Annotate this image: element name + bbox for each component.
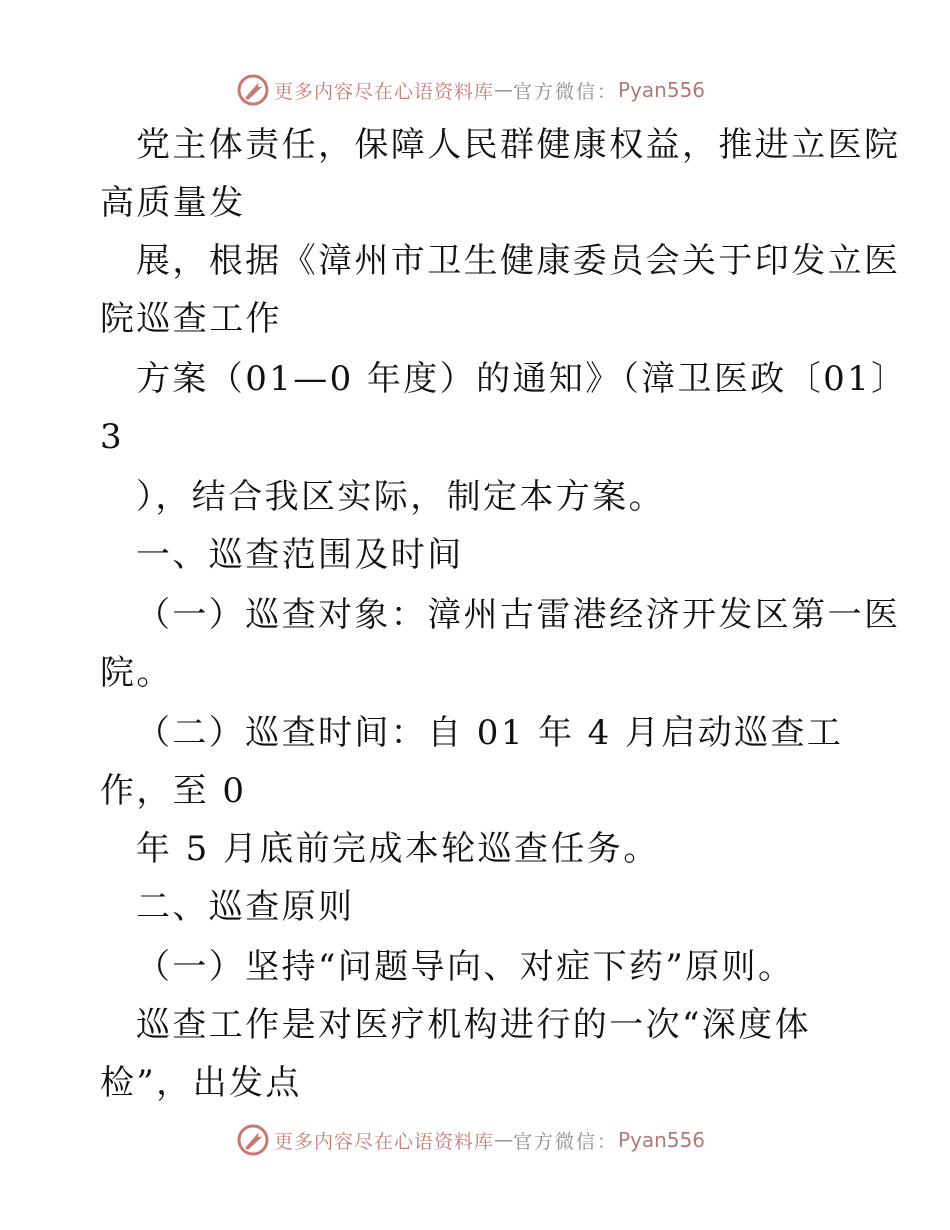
body-line: 检”，出发点 <box>100 1063 302 1103</box>
body-line: （一）坚持“问题导向、对症下药”原则。 <box>136 947 795 987</box>
watermark-wechat-label: 官方微信： <box>513 1130 619 1153</box>
body-line: （二）巡查时间：自 01 年 4 月启动巡查工 <box>136 713 844 753</box>
body-line: 院。 <box>100 653 173 693</box>
body-line: 展，根据《漳州市卫生健康委员会关于印发立医 <box>136 241 901 281</box>
watermark-site-name: 更多内容尽在心语资料库 <box>274 1130 495 1153</box>
watermark-separator: — <box>494 1129 514 1151</box>
body-line: ），结合我区实际，制定本方案。 <box>136 477 665 517</box>
section-heading: 一、巡查范围及时间 <box>136 535 464 575</box>
body-line: 巡查工作是对医疗机构进行的一次“深度体 <box>136 1005 811 1045</box>
body-line: 方案（01—0 年度）的通知》（漳卫医政〔01〕 <box>136 359 908 399</box>
footer-watermark <box>236 1122 705 1158</box>
body-line: 高质量发 <box>100 183 246 223</box>
watermark-wechat-id: Pyan556 <box>618 1128 706 1152</box>
pen-nib-logo-icon <box>236 1123 270 1157</box>
pen-nib-logo-icon <box>236 73 270 107</box>
body-line: 3 <box>100 417 125 457</box>
header-watermark <box>236 72 705 108</box>
body-line: 党主体责任，保障人民群健康权益，推进立医院 <box>136 125 901 165</box>
watermark-site-name: 更多内容尽在心语资料库 <box>274 80 495 103</box>
watermark-wechat-id: Pyan556 <box>618 78 706 102</box>
watermark-separator: — <box>494 79 514 101</box>
section-heading: 二、巡查原则 <box>136 887 355 927</box>
body-line: 院巡查工作 <box>100 299 282 339</box>
body-line: 作，至 0 <box>100 771 247 811</box>
body-line: 年 5 月底前完成本轮巡查任务。 <box>136 829 660 869</box>
body-line: （一）巡查对象：漳州古雷港经济开发区第一医 <box>136 595 901 635</box>
watermark-wechat-label: 官方微信： <box>513 80 619 103</box>
